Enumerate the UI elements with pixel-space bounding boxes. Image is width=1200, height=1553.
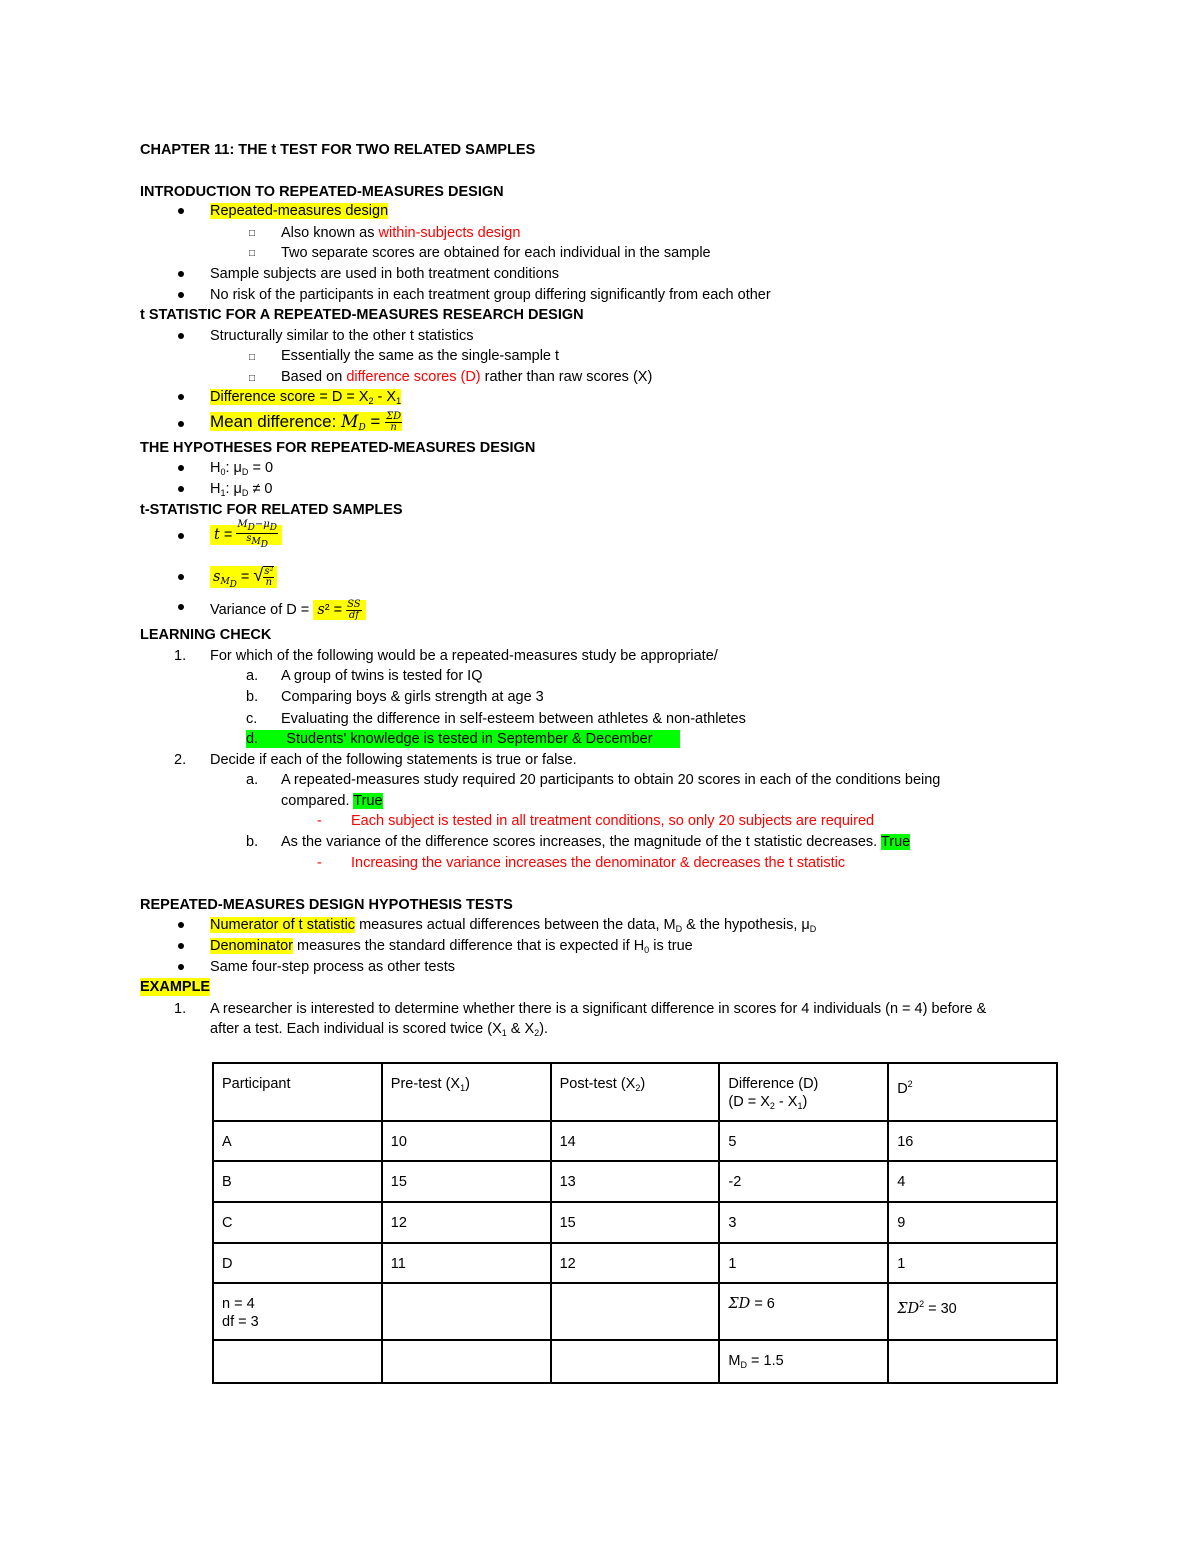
intro-bullet-1a: Also known as within-subjects design	[281, 225, 521, 241]
table-header: Difference (D) $(D = X_2 - X_1)$	[719, 1063, 888, 1121]
table-cell	[382, 1283, 551, 1340]
table-summary-row	[213, 1340, 1057, 1383]
table-cell: 13	[551, 1161, 720, 1202]
table-cell	[888, 1340, 1057, 1383]
table-cell: D	[213, 1243, 382, 1283]
square-bullet: □	[249, 228, 256, 239]
table-cell: n = 4 df = 3	[213, 1283, 382, 1340]
t-formula: t = $\frac{M_D-\mu_D}{s_{M_D}}$	[210, 519, 282, 551]
table-summary-row	[213, 1283, 1057, 1340]
bullet	[178, 421, 184, 427]
table-cell: 10	[382, 1121, 551, 1161]
table-cell: C	[213, 1202, 382, 1243]
table-cell: 15	[551, 1202, 720, 1243]
section-heading-hypothesis-tests: REPEATED-MEASURES DESIGN HYPOTHESIS TESTS	[140, 897, 513, 913]
table-cell: 5	[719, 1121, 888, 1161]
table-header: Participant	[213, 1063, 382, 1121]
bullet	[178, 394, 184, 400]
bullet	[178, 292, 184, 298]
mean-difference: Mean difference: $M_D$ = $\frac{\Sigma D}{n}$	[210, 411, 402, 434]
numerator-bullet: Numerator of t statistic measures actual differences between the data, $M_D$ & the hypothesis, $\mu_D$	[210, 917, 817, 934]
tstat-bullet-1a: Essentially the same as the single-sample t	[281, 348, 560, 364]
standard-error-formula: $s_{M_D}$ = √ $\frac{\text{s²}}{n}$	[210, 557, 277, 603]
denominator-bullet: Denominator measures the standard difference that is expected if $H_0$ is true	[210, 938, 693, 955]
q2-statement-a-cont: compared. True	[281, 793, 383, 809]
table-cell	[382, 1340, 551, 1383]
example-problem: A researcher is interested to determine whether there is a significant difference in scores for 4 individuals (n = 4) before &	[210, 1001, 987, 1017]
table-cell: 16	[888, 1121, 1057, 1161]
table-cell: B	[213, 1161, 382, 1202]
bullet	[178, 486, 184, 492]
q2-statement-a: A repeated-measures study required 20 participants to obtain 20 scores in each of the conditions being	[281, 772, 941, 788]
tstat-bullet-1: Structurally similar to the other t statistics	[210, 328, 474, 344]
bullet	[178, 574, 184, 580]
question-1: For which of the following would be a repeated-measures study be appropriate/	[210, 648, 718, 664]
table-row	[213, 1243, 1057, 1283]
table-row	[213, 1202, 1057, 1243]
page-title: CHAPTER 11: THE t TEST FOR TWO RELATED SAMPLES	[140, 142, 536, 158]
table-header-row	[213, 1063, 1057, 1121]
intro-bullet-1b: Two separate scores are obtained for each individual in the sample	[281, 245, 711, 261]
section-heading-intro: INTRODUCTION TO REPEATED-MEASURES DESIGN	[140, 184, 504, 200]
variance-formula: Variance of D = s² = $\frac{SS}{df}$	[210, 595, 366, 625]
sum-d-squared-cell: $\Sigma D^2 = 30$	[888, 1283, 1057, 1340]
table-cell: 11	[382, 1243, 551, 1283]
table-cell: 12	[382, 1202, 551, 1243]
table-cell: A	[213, 1121, 382, 1161]
four-step-bullet: Same four-step process as other tests	[210, 959, 455, 975]
table-row	[213, 1121, 1057, 1161]
q1-option-c: Evaluating the difference in self-esteem between athletes & non-athletes	[281, 711, 746, 727]
q2-b-explanation: Increasing the variance increases the denominator & decreases the t statistic	[351, 855, 846, 871]
section-heading-hypotheses: THE HYPOTHESES FOR REPEATED-MEASURES DESIGN	[140, 440, 536, 456]
intro-bullet-3: No risk of the participants in each treatment group differing significantly from each other	[210, 287, 771, 303]
bullet	[178, 604, 184, 610]
table-cell: 12	[551, 1243, 720, 1283]
table-cell: 9	[888, 1202, 1057, 1243]
table-cell: 14	[551, 1121, 720, 1161]
q2-a-explanation: Each subject is tested in all treatment conditions, so only 20 subjects are required	[351, 813, 875, 829]
intro-bullet-2: Sample subjects are used in both treatment conditions	[210, 266, 560, 282]
bullet	[178, 533, 184, 539]
table-cell: -2	[719, 1161, 888, 1202]
bullet	[178, 333, 184, 339]
bullet	[178, 943, 184, 949]
table-row	[213, 1161, 1057, 1202]
difference-score: Difference score = $D = X_2 - X_1$	[210, 389, 402, 406]
example-table	[212, 1062, 1058, 1384]
square-bullet: □	[249, 373, 256, 384]
table-cell	[551, 1340, 720, 1383]
bullet	[178, 208, 184, 214]
section-heading-tstat: t STATISTIC FOR A REPEATED-MEASURES RESEARCH DESIGN	[140, 307, 584, 323]
alt-hypothesis: $H_1$: $\mu_D \ne 0$	[210, 481, 273, 498]
null-hypothesis: $H_0$: $\mu_D = 0$	[210, 460, 274, 477]
intro-bullet-1: Repeated-measures design	[210, 203, 389, 219]
bullet	[178, 465, 184, 471]
table-cell	[551, 1283, 720, 1340]
example-problem-cont: after a test. Each individual is scored twice ($X_1$ & $X_2$).	[210, 1021, 549, 1038]
tstat-bullet-1b: Based on difference scores (D) rather than raw scores (X)	[281, 369, 653, 385]
table-header: Pre-test $(X_1)$	[382, 1063, 551, 1121]
q1-option-d-answer: d. Students' knowledge is tested in September & December	[246, 730, 680, 748]
table-cell: 1	[888, 1243, 1057, 1283]
table-cell: 15	[382, 1161, 551, 1202]
square-bullet: □	[249, 352, 256, 363]
table-cell	[213, 1340, 382, 1383]
bullet	[178, 271, 184, 277]
table-cell: 1	[719, 1243, 888, 1283]
q1-option-a: A group of twins is tested for IQ	[281, 668, 483, 684]
table-cell: 3	[719, 1202, 888, 1243]
sum-d-cell: ΣD = 6	[719, 1283, 888, 1340]
question-2: Decide if each of the following statements is true or false.	[210, 752, 577, 768]
q1-option-b: Comparing boys & girls strength at age 3	[281, 689, 544, 705]
bullet	[178, 922, 184, 928]
bullet	[178, 964, 184, 970]
square-bullet: □	[249, 248, 256, 259]
example-heading: EXAMPLE	[140, 979, 211, 995]
section-heading-learning-check: LEARNING CHECK	[140, 627, 272, 643]
table-header: Post-test $(X_2)$	[551, 1063, 720, 1121]
q2-statement-b: As the variance of the difference scores increases, the magnitude of the t statistic decreases. True	[281, 834, 911, 850]
section-heading-related: t-STATISTIC FOR RELATED SAMPLES	[140, 502, 403, 518]
mean-d-cell: $M_D = 1.5$	[719, 1340, 888, 1383]
table-header: $D^2$	[888, 1063, 1057, 1121]
table-cell: 4	[888, 1161, 1057, 1202]
